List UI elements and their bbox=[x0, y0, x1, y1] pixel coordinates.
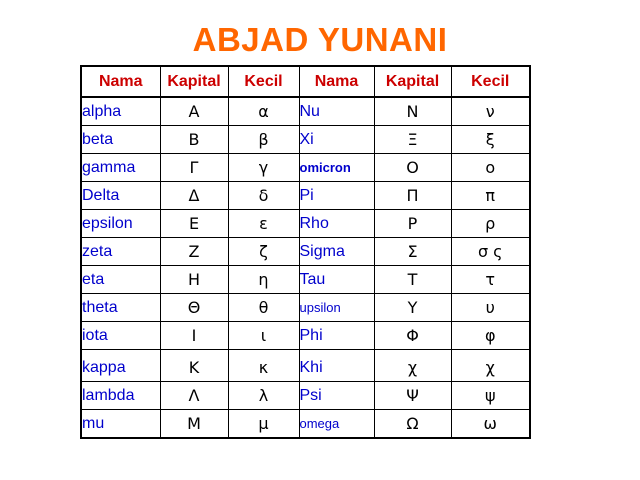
capital-letter: Ω bbox=[374, 410, 451, 439]
capital-letter: Ψ bbox=[374, 382, 451, 410]
small-letter: φ bbox=[451, 322, 530, 350]
letter-name: Khi bbox=[299, 350, 374, 382]
small-letter: ε bbox=[228, 210, 299, 238]
letter-name: theta bbox=[81, 294, 160, 322]
capital-letter: Β bbox=[160, 126, 228, 154]
capital-letter: Ν bbox=[374, 97, 451, 126]
letter-name: Pi bbox=[299, 182, 374, 210]
table-row bbox=[81, 266, 530, 294]
header-kapital: Kapital bbox=[374, 66, 451, 97]
capital-letter: Λ bbox=[160, 382, 228, 410]
header-kapital: Kapital bbox=[160, 66, 228, 97]
letter-name: mu bbox=[81, 410, 160, 439]
small-letter: η bbox=[228, 266, 299, 294]
capital-letter: Ο bbox=[374, 154, 451, 182]
letter-name: upsilon bbox=[299, 294, 374, 322]
letter-name: omega bbox=[299, 410, 374, 439]
table-row bbox=[81, 126, 530, 154]
small-letter: τ bbox=[451, 266, 530, 294]
letter-name: Sigma bbox=[299, 238, 374, 266]
capital-letter: Η bbox=[160, 266, 228, 294]
capital-letter: Τ bbox=[374, 266, 451, 294]
small-letter: θ bbox=[228, 294, 299, 322]
letter-name: lambda bbox=[81, 382, 160, 410]
letter-name: Phi bbox=[299, 322, 374, 350]
capital-letter: Μ bbox=[160, 410, 228, 439]
small-letter: α bbox=[228, 97, 299, 126]
table-header-row bbox=[81, 66, 530, 97]
letter-name: epsilon bbox=[81, 210, 160, 238]
letter-name: Nu bbox=[299, 97, 374, 126]
letter-name: iota bbox=[81, 322, 160, 350]
capital-letter: Φ bbox=[374, 322, 451, 350]
letter-name: Psi bbox=[299, 382, 374, 410]
header-kecil: Kecil bbox=[451, 66, 530, 97]
table-row bbox=[81, 350, 530, 382]
capital-letter: Ε bbox=[160, 210, 228, 238]
capital-letter: Σ bbox=[374, 238, 451, 266]
small-letter: ω bbox=[451, 410, 530, 439]
table-row bbox=[81, 382, 530, 410]
table-row bbox=[81, 410, 530, 439]
header-nama: Nama bbox=[81, 66, 160, 97]
capital-letter: Α bbox=[160, 97, 228, 126]
capital-letter: Π bbox=[374, 182, 451, 210]
letter-name: gamma bbox=[81, 154, 160, 182]
small-letter: υ bbox=[451, 294, 530, 322]
letter-name: zeta bbox=[81, 238, 160, 266]
capital-letter: Κ bbox=[160, 350, 228, 382]
small-letter: γ bbox=[228, 154, 299, 182]
header-nama: Nama bbox=[299, 66, 374, 97]
header-kecil: Kecil bbox=[228, 66, 299, 97]
table-row bbox=[81, 238, 530, 266]
letter-name: Rho bbox=[299, 210, 374, 238]
table-row bbox=[81, 97, 530, 126]
small-letter: β bbox=[228, 126, 299, 154]
table-row bbox=[81, 322, 530, 350]
small-letter: ξ bbox=[451, 126, 530, 154]
greek-alphabet-table bbox=[80, 65, 531, 439]
small-letter: ο bbox=[451, 154, 530, 182]
letter-name: beta bbox=[81, 126, 160, 154]
capital-letter: Γ bbox=[160, 154, 228, 182]
letter-name: Xi bbox=[299, 126, 374, 154]
table-row bbox=[81, 182, 530, 210]
capital-letter: Θ bbox=[160, 294, 228, 322]
small-letter: ν bbox=[451, 97, 530, 126]
table-row bbox=[81, 210, 530, 238]
small-letter: δ bbox=[228, 182, 299, 210]
small-letter: π bbox=[451, 182, 530, 210]
letter-name: Tau bbox=[299, 266, 374, 294]
letter-name: kappa bbox=[81, 350, 160, 382]
small-letter: λ bbox=[228, 382, 299, 410]
table-row bbox=[81, 154, 530, 182]
small-letter: κ bbox=[228, 350, 299, 382]
small-letter: ι bbox=[228, 322, 299, 350]
capital-letter: Δ bbox=[160, 182, 228, 210]
capital-letter: Ζ bbox=[160, 238, 228, 266]
page-title: ABJAD YUNANI bbox=[192, 21, 448, 58]
small-letter: ζ bbox=[228, 238, 299, 266]
capital-letter: χ bbox=[374, 350, 451, 382]
capital-letter: Ι bbox=[160, 322, 228, 350]
letter-name: eta bbox=[81, 266, 160, 294]
capital-letter: Ξ bbox=[374, 126, 451, 154]
small-letter: ρ bbox=[451, 210, 530, 238]
letter-name: omicron bbox=[299, 154, 374, 182]
capital-letter: Ρ bbox=[374, 210, 451, 238]
letter-name: alpha bbox=[81, 97, 160, 126]
small-letter: σ ς bbox=[451, 238, 530, 266]
letter-name: Delta bbox=[81, 182, 160, 210]
small-letter: μ bbox=[228, 410, 299, 439]
small-letter: ψ bbox=[451, 382, 530, 410]
small-letter: χ bbox=[451, 350, 530, 382]
capital-letter: Υ bbox=[374, 294, 451, 322]
table-row bbox=[81, 294, 530, 322]
